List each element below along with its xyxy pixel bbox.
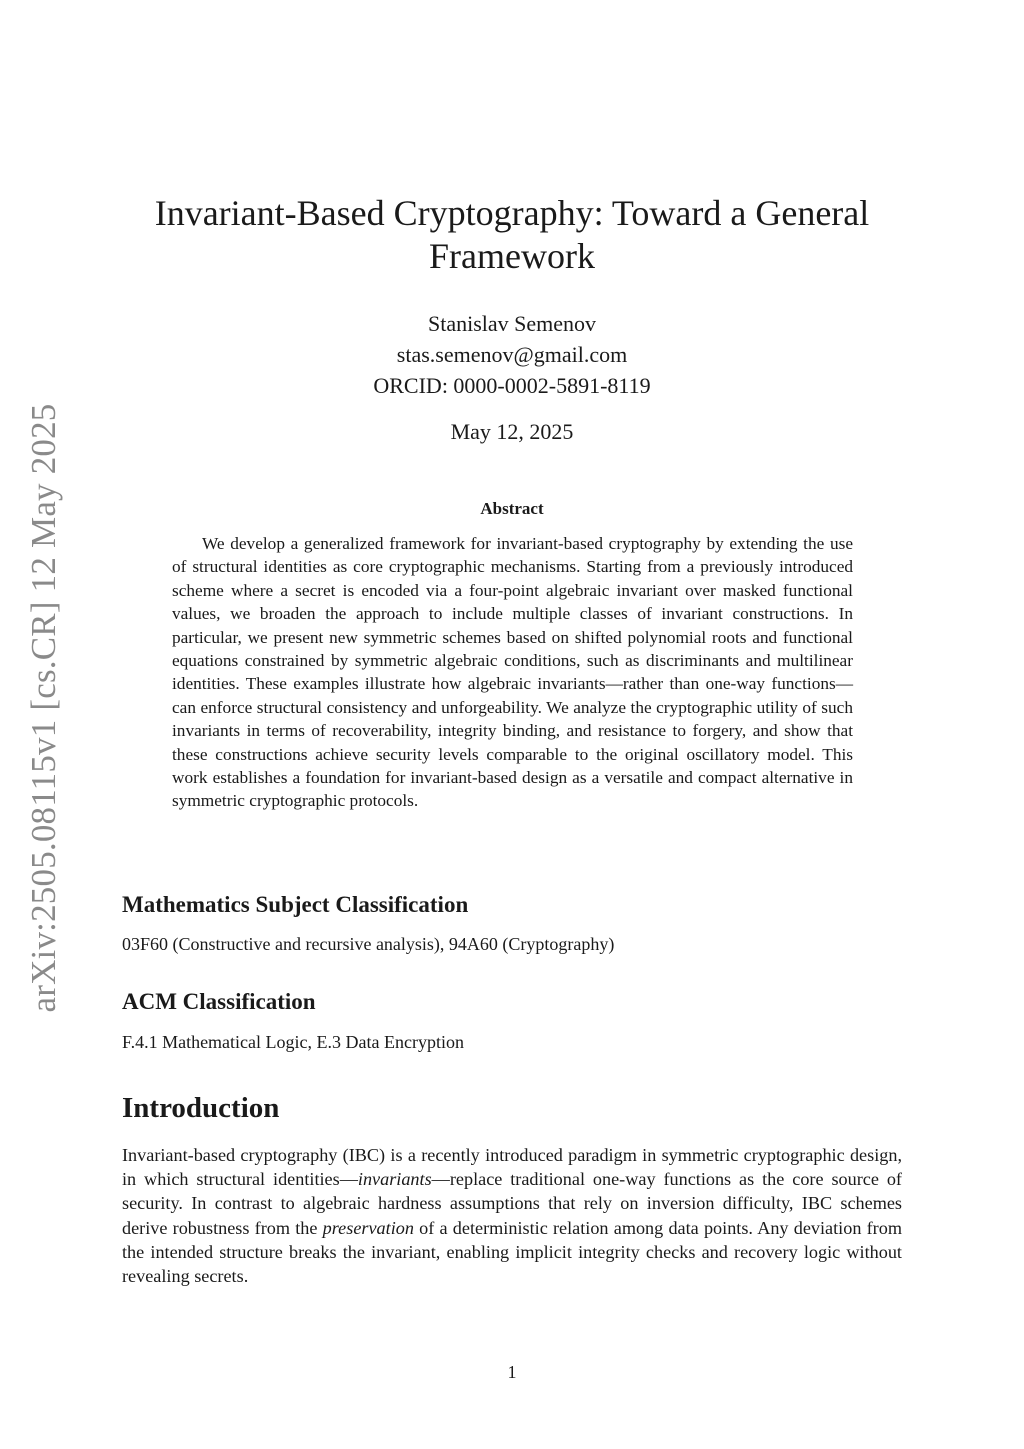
introduction-emphasis-preservation: preservation [322,1217,414,1238]
introduction-text-part-2: —replace traditional one-way functions as the core source of security. In contrast to algebraic hardness assumptions that rely on inversion difficulty, IBC schemes derive robustness from the [122,1169,902,1238]
page-number: 1 [507,1362,517,1382]
introduction-heading: Introduction [122,1092,280,1124]
abstract-heading: Abstract [480,499,544,518]
introduction-emphasis-invariants: invariants [357,1169,432,1190]
author-name: Stanislav Semenov [427,311,597,336]
msc-heading: Mathematics Subject Classification [122,892,469,917]
abstract-text: We develop a generalized framework for invariant-based cryptography by extending the use of structural identities as core cryptographic mechanisms. Starting from a previously introduced scheme where a secret is encoded via a four-point algebraic invariant over masked functional values, we broaden the approach to include multiple classes of invariant constructions. In particular, we present new symmetric schemes based on shifted polynomial roots and functional equations constrained by symmetric algebraic conditions, such as discriminants and multilinear identities. These examples illustrate how algebraic invariants—rather than one-way functions—can enforce structural consistency and unforgeability. We analyze the cryptographic utility of such invariants in terms of recoverability, integrity binding, and resistance to forgery, and show that these constructions achieve security levels comparable to the original oscillatory model. This work establishes a foundation for invariant-based design as a versatile and compact alternative in symmetric cryptographic protocols. [172,534,853,811]
introduction-text-part-3: of a deterministic relation among data points. Any deviation from the intended structure breaks the invariant, enabling implicit integrity checks and recovery logic without revealing secrets. [122,1217,902,1287]
author-block [262,308,762,401]
acm-heading: ACM Classification [122,989,316,1014]
msc-text: 03F60 (Constructive and recursive analysis), 94A60 (Cryptography) [122,934,615,954]
acm-text: F.4.1 Mathematical Logic, E.3 Data Encryption [122,1032,464,1052]
arxiv-identifier-stamp: arXiv:2505.08115v1 [cs.CR] 12 May 2025 [24,403,63,1013]
publication-date: May 12, 2025 [450,419,574,444]
author-email: stas.semenov@gmail.com [396,342,628,367]
introduction-text-part-1: Invariant-based cryptography (IBC) is a recently introduced paradigm in symmetric cryptographic design, in which structural identities— [122,1145,902,1190]
paper-title: Invariant-Based Cryptography: Toward a General Framework [154,193,870,276]
author-orcid: ORCID: 0000-0002-5891-8119 [373,373,651,398]
introduction-paragraph [122,1143,902,1288]
